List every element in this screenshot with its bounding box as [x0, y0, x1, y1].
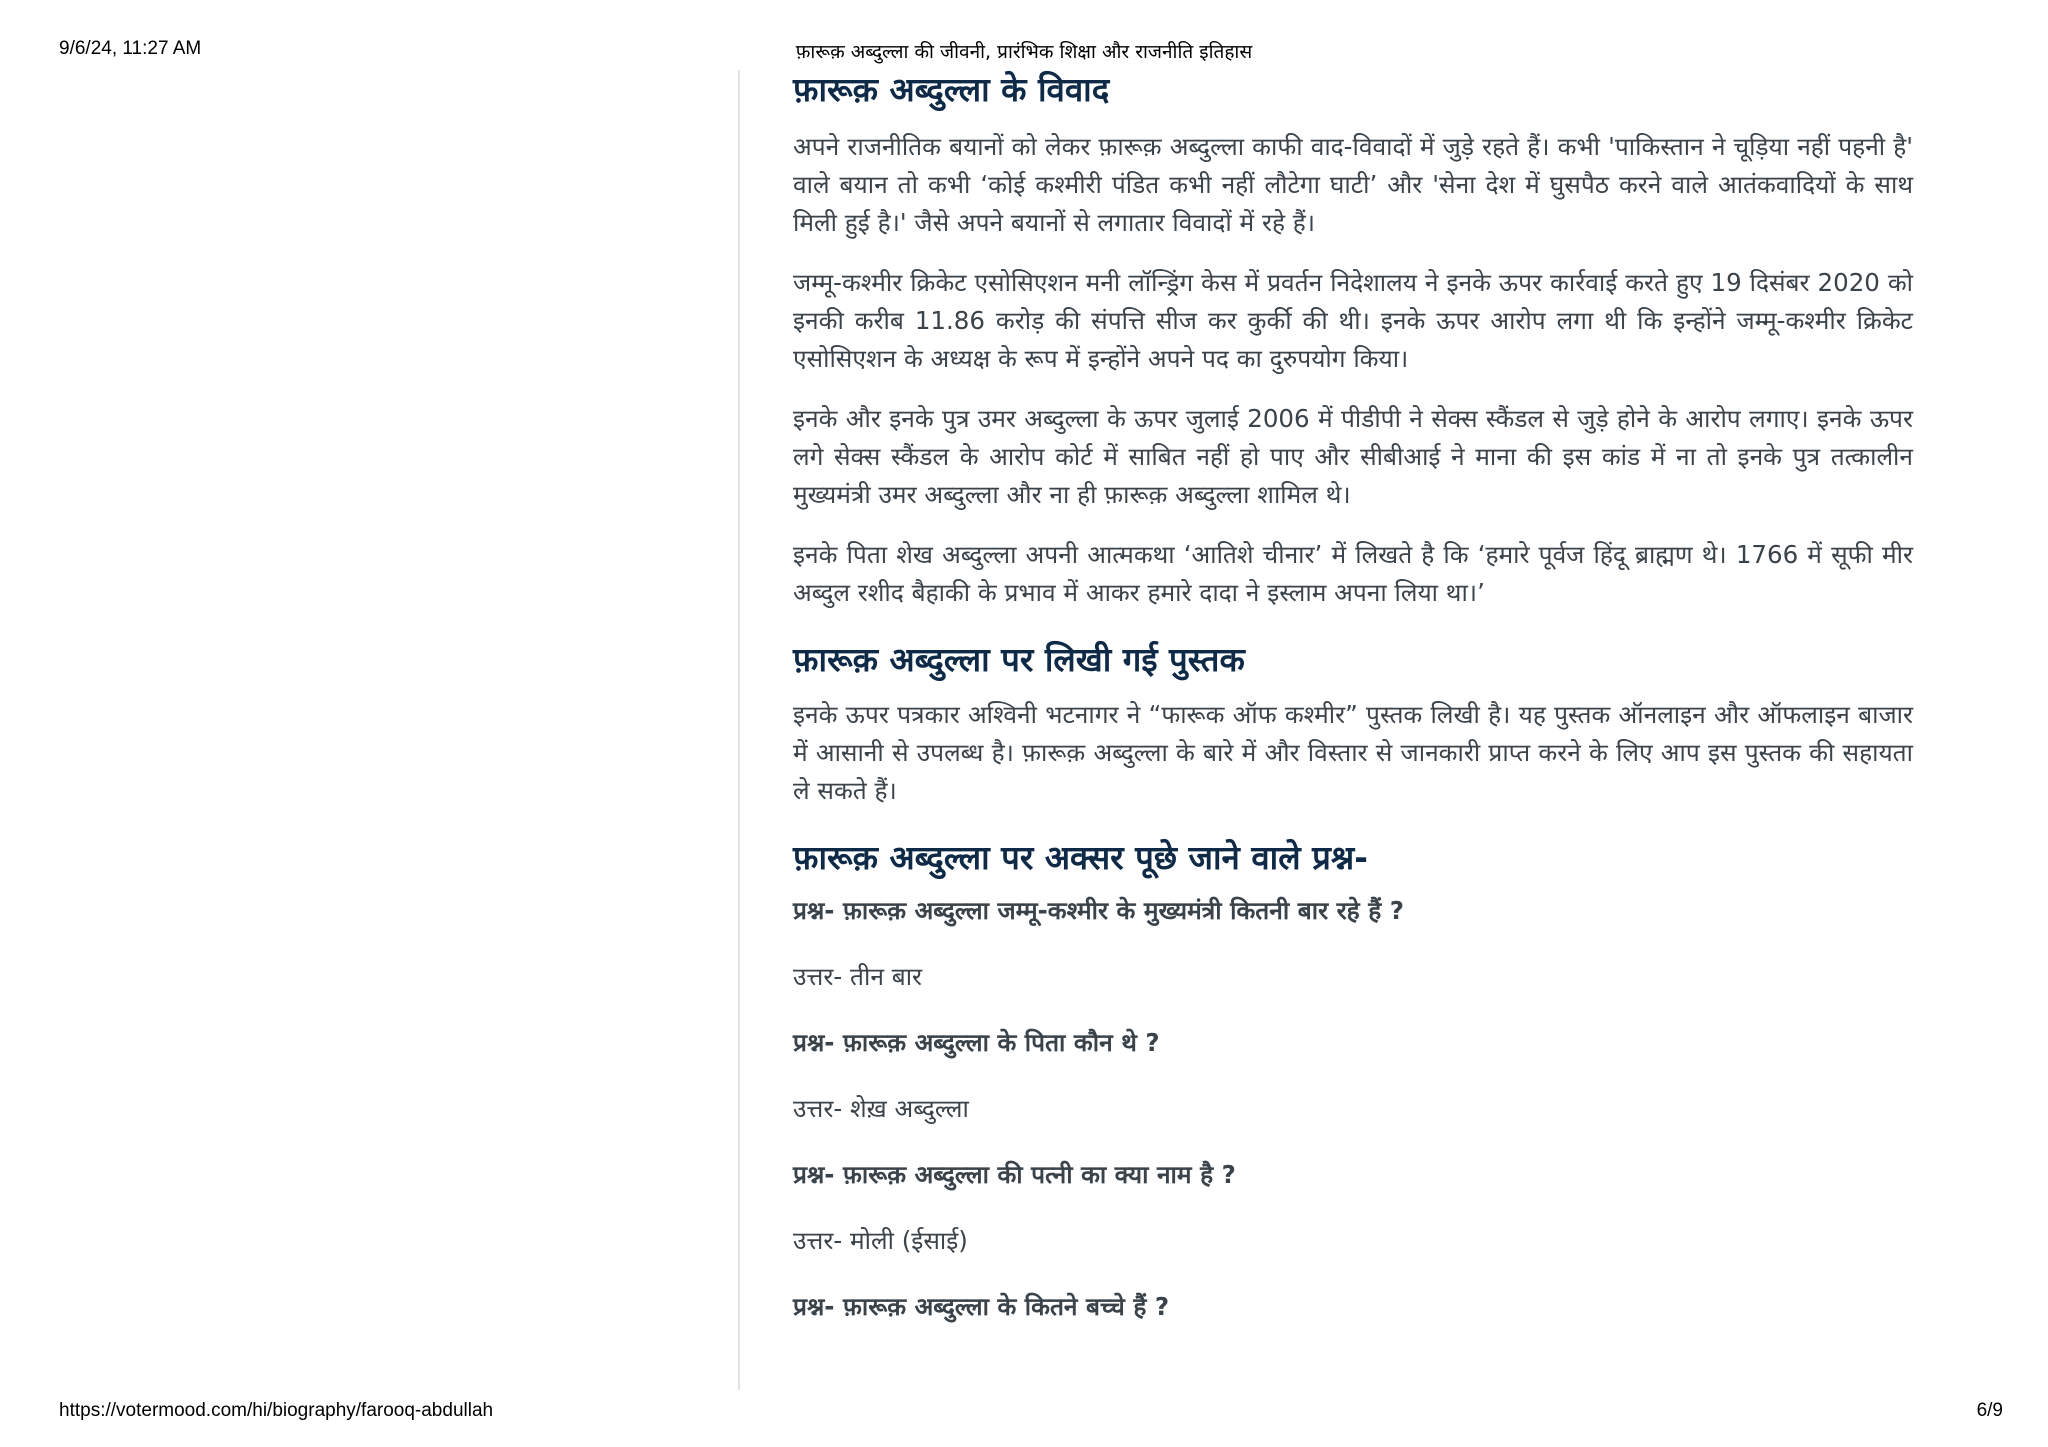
- books-paragraph: इनके ऊपर पत्रकार अश्विनी भटनागर ने “फारूक ऑफ कश्मीर” पुस्तक लिखी है। यह पुस्तक ऑनलाइन और ऑफलाइन बाजार में आसानी से उपलब्ध है। फ़ारूक़ अब्दुल्ला के बारे में और विस्तार से जानकारी प्राप्त करने के लिए आप इस पुस्तक की सहायता ले सकते हैं।: [793, 700, 1913, 805]
- print-url: https://votermood.com/hi/biography/farooq-abdullah: [59, 1400, 494, 1421]
- controversies-paragraph-4: इनके पिता शेख अब्दुल्ला अपनी आत्मकथा ‘आतिशे चीनार’ में लिखते है कि ‘हमारे पूर्वज हिंदू ब्राह्मण थे। 1766 में सूफी मीर अब्दुल रशीद बैहाकी के प्रभाव में आकर हमारे दादा ने इस्लाम अपना लिया था।’: [793, 540, 1913, 607]
- article-content: [793, 64, 1913, 1354]
- faq-question: प्रश्न- फ़ारूक़ अब्दुल्ला के पिता कौन थे ?: [793, 1028, 1160, 1057]
- print-page-number: 6/9: [1976, 1400, 2003, 1421]
- controversies-paragraph-2: जम्मू-कश्मीर क्रिकेट एसोसिएशन मनी लॉन्ड्रिंग केस में प्रवर्तन निदेशालय ने इनके ऊपर कार्रवाई करते हुए 19 दिसंबर 2020 को इनकी करीब 11.86 करोड़ की संपत्ति सीज कर कुर्की की थी। इनके ऊपर आरोप लगा थी कि इन्होंने जम्मू-कश्मीर क्रिकेट एसोसिएशन के अध्यक्ष के रूप में इन्होंने अपने पद का दुरुपयोग किया।: [793, 268, 1913, 373]
- faq-answer: उत्तर- शेख़ अब्दुल्ला: [793, 1094, 969, 1123]
- faq-question: प्रश्न- फ़ारूक़ अब्दुल्ला की पत्नी का क्या नाम है ?: [793, 1160, 1236, 1189]
- faq-question: प्रश्न- फ़ारूक़ अब्दुल्ला के कितने बच्चे हैं ?: [793, 1292, 1170, 1321]
- print-datetime: 9/6/24, 11:27 AM: [59, 38, 202, 59]
- print-page-title: फ़ारूक़ अब्दुल्ला की जीवनी, प्रारंभिक शिक्षा और राजनीति इतिहास: [795, 41, 1253, 63]
- faq-question: प्रश्न- फ़ारूक़ अब्दुल्ला जम्मू-कश्मीर के मुख्यमंत्री कितनी बार रहे हैं ?: [793, 896, 1404, 925]
- faq-answer: उत्तर- मोली (ईसाई): [793, 1226, 968, 1255]
- section-heading-books: फ़ारूक़ अब्दुल्ला पर लिखी गई पुस्तक: [793, 640, 1245, 679]
- section-heading-controversies: फ़ारूक़ अब्दुल्ला के विवाद: [793, 70, 1110, 109]
- controversies-paragraph-1: अपने राजनीतिक बयानों को लेकर फ़ारूक़ अब्दुल्ला काफी वाद-विवादों में जुड़े रहते हैं। कभी 'पाकिस्तान ने चूड़िया नहीं पहनी है' वाले बयान तो कभी ‘कोई कश्मीरी पंडित कभी नहीं लौटेगा घाटी’ और 'सेना देश में घुसपैठ करने वाले आतंकवादियों के साथ मिली हुई है।' जैसे अपने बयानों से लगातार विवादों में रहे हैं।: [793, 132, 1913, 237]
- faq-answer: उत्तर- तीन बार: [793, 962, 923, 991]
- left-divider: [738, 70, 740, 1390]
- controversies-paragraph-3: इनके और इनके पुत्र उमर अब्दुल्ला के ऊपर जुलाई 2006 में पीडीपी ने सेक्स स्कैंडल से जुड़े होने के आरोप लगाए। इनके ऊपर लगे सेक्स स्कैंडल के आरोप कोर्ट में साबित नहीं हो पाए और सीबीआई ने माना की इस कांड में ना तो इनके पुत्र तत्कालीन मुख्यमंत्री उमर अब्दुल्ला और ना ही फ़ारूक़ अब्दुल्ला शामिल थे।: [793, 404, 1913, 509]
- section-heading-faq: फ़ारूक़ अब्दुल्ला पर अक्सर पूछे जाने वाले प्रश्न-: [793, 838, 1368, 877]
